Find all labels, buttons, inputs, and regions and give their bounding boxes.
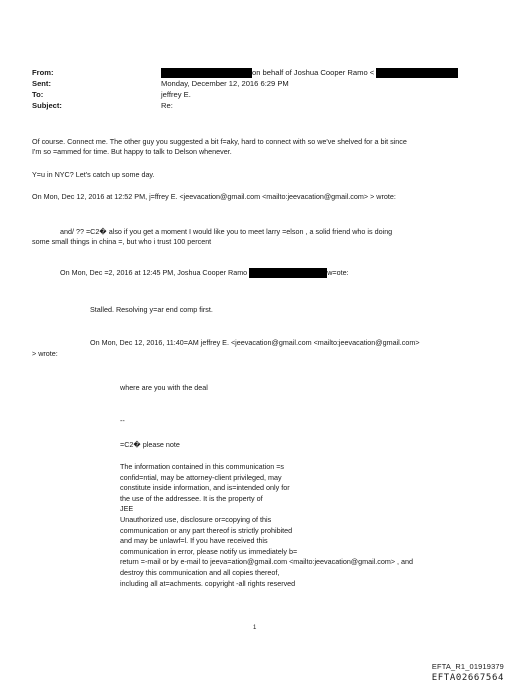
reply-line-3: Y=u in NYC? Let's catch up some day. — [32, 170, 155, 179]
signature-dash: -- — [120, 416, 125, 425]
quote-2-body: Stalled. Resolving y=ar end comp first. — [90, 305, 213, 314]
quote-2-header-text: On Mon, Dec =2, 2016 at 12:45 PM, Joshua Cooper Ramo — [60, 268, 248, 277]
quote-3-header-line-2: > wrote: — [32, 349, 58, 358]
to-value: jeffrey E. — [161, 90, 191, 99]
bates-number-2: EFTA02667564 — [431, 673, 504, 683]
notice-line: return =-mail or by e-mail to jeeva=ation@gmail.com <mailto:jeevacation@gmail.com> , and — [120, 557, 414, 567]
subject-value: Re: — [161, 101, 173, 110]
quote-1-line-1: and/ ?? =C2� also if you get a moment I would like you to meet larry =elson , a solid friend who is doing — [60, 227, 393, 236]
bates-number-1: EFTA_R1_01919379 — [431, 662, 504, 671]
quote-2-header — [60, 268, 349, 278]
notice-line: The information contained in this communication =s — [120, 462, 284, 471]
signature-note: =C2� please note — [120, 440, 180, 449]
quote-2-wrote: w=ote: — [327, 268, 349, 277]
notice-line: communication or any part thereof is strictly prohibited — [120, 525, 293, 535]
reply-line-1: Of course. Connect me. The other guy you suggested a bit f=aky, hard to connect with so we've shelved for a bit since — [32, 137, 407, 146]
redaction-box — [376, 68, 458, 78]
quote-3-header-line-1: On Mon, Dec 12, 2016, 11:40=AM jeffrey E. <jeevacation@gmail.com <mailto:jeevacation@gmail.com> — [90, 338, 420, 347]
notice-line: the use of the addressee. It is the property of — [120, 493, 263, 503]
to-label: To: — [32, 90, 44, 99]
notice-line: JEE — [120, 504, 134, 514]
page-number: 1 — [253, 625, 257, 631]
notice-line: communication in error, please notify us immediately b= — [120, 546, 298, 556]
notice-line: and may be unlawf=l. If you have received this — [120, 536, 268, 546]
notice-line: including all at=achments. copyright -all rights reserved — [120, 578, 296, 588]
subject-label: Subject: — [32, 101, 62, 110]
redaction-box — [249, 268, 327, 278]
quote-1-line-2: some small things in china =, but who i trust 100 percent — [32, 237, 212, 246]
reply-line-2: I'm so =ammed for time. But happy to talk to Delson whenever. — [32, 147, 232, 156]
redaction-box — [161, 68, 252, 78]
from-text: on behalf of Joshua Cooper Ramo < — [252, 68, 375, 77]
sent-label: Sent: — [32, 79, 51, 88]
notice-line: destroy this communication and all copies thereof, — [120, 567, 280, 577]
quote-1-header: On Mon, Dec 12, 2016 at 12:52 PM, j=ffrey E. <jeevacation@gmail.com <mailto:jeevacation@gmail.com> > wrote: — [32, 192, 396, 201]
notice-line: constitute inside information, and is=intended only for — [120, 483, 290, 493]
confidentiality-notice — [120, 462, 413, 589]
from-value — [161, 68, 458, 78]
quote-3-body: where are you with the deal — [120, 383, 208, 392]
from-label: From: — [32, 68, 54, 77]
sent-value: Monday, December 12, 2016 6:29 PM — [161, 79, 289, 88]
notice-line: confid=ntial, may be attorney-client privileged, may — [120, 472, 282, 482]
notice-line: Unauthorized use, disclosure or=copying of this — [120, 514, 272, 524]
